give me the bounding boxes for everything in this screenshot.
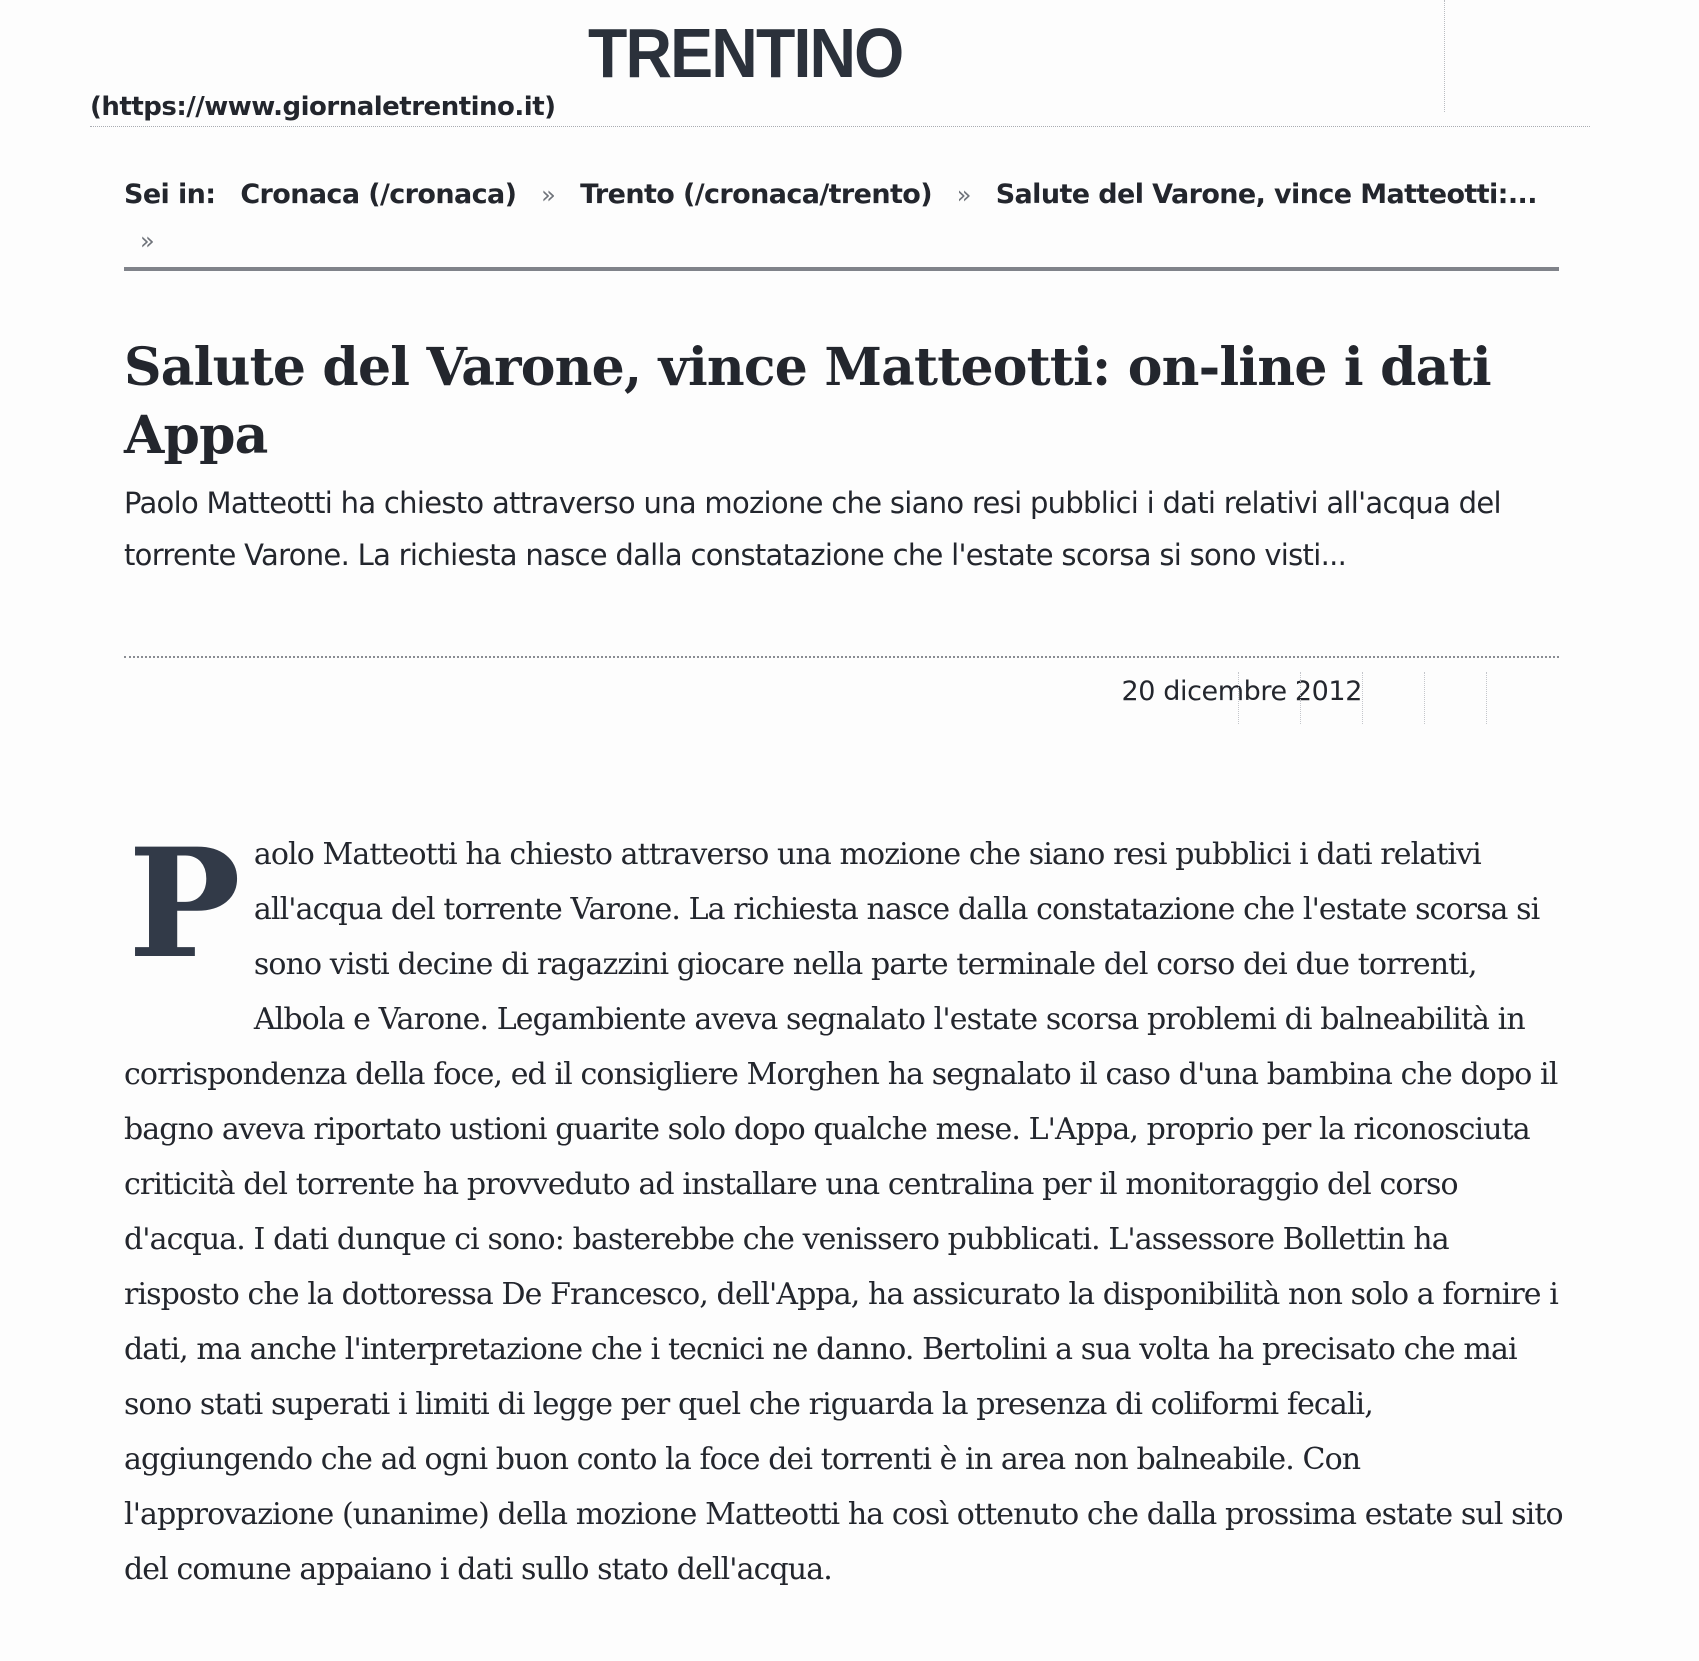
header-divider	[90, 126, 1590, 127]
article-summary: Paolo Matteotti ha chiesto attraverso una mozione che siano resi pubblici i dati relativi all'acqua del torrente Varone. La richiesta nasce dalla constatazione che l'estate scorsa si sono visti...	[124, 486, 1501, 572]
header-divider-vertical	[1444, 0, 1445, 112]
share-button-slot[interactable]	[1362, 672, 1423, 724]
share-button-slot[interactable]	[1238, 672, 1299, 724]
breadcrumb-separator-icon: »	[541, 181, 556, 209]
breadcrumb-separator-icon: »	[140, 227, 155, 255]
breadcrumb-item-cronaca[interactable]: Cronaca (/cronaca)	[240, 179, 517, 210]
site-logo[interactable]: TRENTINO	[588, 14, 903, 92]
breadcrumb-item-current: Salute del Varone, vince Matteotti:...	[995, 179, 1537, 210]
article-date: 20 dicembre 2012	[1121, 676, 1362, 707]
breadcrumb-divider	[124, 267, 1559, 271]
share-button-slot[interactable]	[1300, 672, 1361, 724]
site-header	[0, 0, 1699, 130]
article-body-text: aolo Matteotti ha chiesto attraverso una mozione che siano resi pubblici i dati relativi all'acqua del torrente Varone. La richiesta nasce dalla constatazione che l'estate scorsa si sono visti decine di ragazzini giocare nella parte terminale del corso dei due torrenti, Albola e Varone. Legambiente aveva segnalato l'estate scorsa problemi di balneabilità in corrispondenza della foce, ed il consigliere Morghen ha segnalato il caso d'una bambina che dopo il bagno aveva riportato ustioni guarite solo dopo qualche mese. L'Appa, proprio per la riconosciuta criticità del torrente ha provveduto ad installare una centralina per il monitoraggio del corso d'acqua. I dati dunque ci sono: basterebbe che venissero pubblicati. L'assessore Bollettin ha risposto che la dottoressa De Francesco, dell'Appa, ha assicurato la disponibilità non solo a fornire i dati, ma anche l'interpretazione che i tecnici ne danno. Bertolini a sua volta ha precisato che mai sono stati superati i limiti di legge per quel che riguarda la presenza di coliformi fecali, aggiungendo che ad ogni buon conto la foce dei torrenti è in area non balneabile. Con l'approvazione (unanime) della mozione Matteotti ha così ottenuto che dalla prossima estate sul sito del comune appaiano i dati sullo stato dell'acqua.	[124, 837, 1563, 1587]
article-title: Salute del Varone, vince Matteotti: on-line i dati Appa	[124, 337, 1491, 466]
breadcrumb	[124, 172, 1564, 264]
share-button-slot[interactable]	[1486, 672, 1547, 724]
meta-divider	[124, 656, 1559, 658]
share-button-slot[interactable]	[1424, 672, 1485, 724]
article-meta	[124, 672, 1559, 722]
article-dropcap: P	[128, 816, 240, 992]
breadcrumb-separator-icon: »	[956, 181, 971, 209]
site-home-link[interactable]: (https://www.giornaletrentino.it)	[90, 92, 556, 122]
breadcrumb-label: Sei in:	[124, 179, 216, 210]
article-body	[124, 816, 1564, 1597]
breadcrumb-item-trento[interactable]: Trento (/cronaca/trento)	[580, 179, 932, 210]
